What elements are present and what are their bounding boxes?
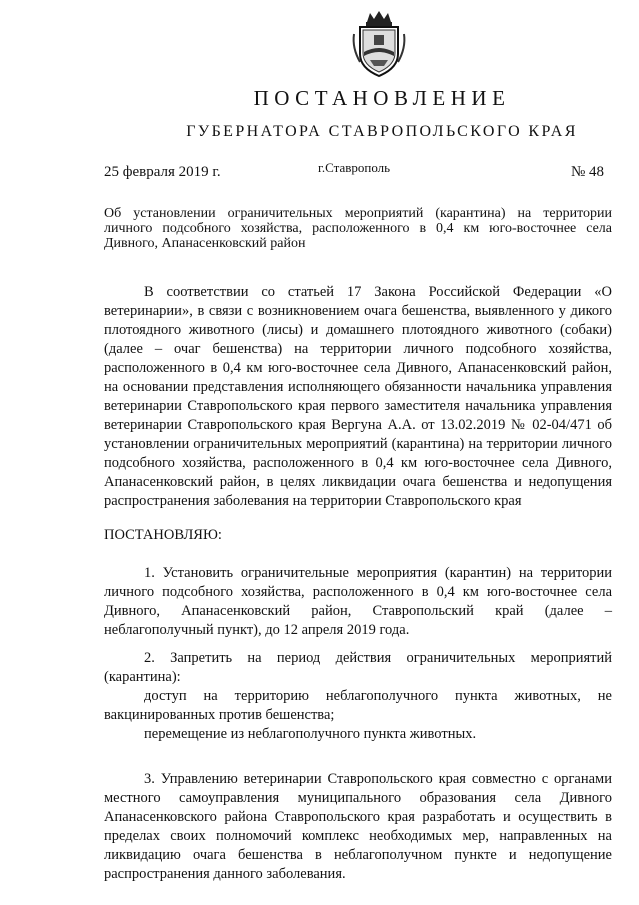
decree-section xyxy=(104,526,612,545)
coat-of-arms-emblem xyxy=(350,8,408,80)
document-issuer: ГУБЕРНАТОРА СТАВРОПОЛЬСКОГО КРАЯ xyxy=(186,123,578,140)
preamble-paragraph: В соответствии со статьей 17 Закона Российской Федерации «О ветеринарии», в связи с возникновением очага бешенства, выявленного у дикого плотоядного животного (лисы) и домашнего плотоядного животного (собаки) (далее – очаг бешенства) на территории личного подсобного хозяйства, расположенного в 0,4 км юго-восточнее села Дивного, Апанасенковский район, на основании представления исполняющего обязанности начальника управления ветеринарии Ставропольского края первого заместителя начальника управления ветеринарии Ставропольского края Вергуна А.А. от 13.02.2019 № 02-04/471 об установлении ограничительных мероприятий (карантина) на территории личного подсобного хозяйства, расположенного в 0,4 км юго-восточнее села Дивного, Апанасенковский район, в целях ликвидации очага бешенства и недопущения распространения заболевания на территории Ставропольского края xyxy=(104,284,612,509)
item-3-section xyxy=(104,770,612,884)
document-number: № 48 xyxy=(571,164,605,180)
item-2-point-b: перемещение из неблагополучного пункта животных. xyxy=(144,726,477,742)
document-subject: Об установлении ограничительных мероприятий (карантина) на территории личного подсобного хозяйства, расположенного в 0,4 км юго-восточнее села Дивного, Апанасенковский район xyxy=(104,206,612,251)
document-title: ПОСТАНОВЛЕНИЕ xyxy=(253,86,511,110)
item-2-intro: 2. Запретить на период действия ограничительных мероприятий (карантина): xyxy=(104,650,612,685)
item-2-point-a: доступ на территорию неблагополучного пункта животных, не вакцинированных против бешенства; xyxy=(104,688,612,723)
item-1-paragraph: 1. Установить ограничительные мероприятия (карантин) на территории личного подсобного хозяйства, расположенного в 0,4 км юго-восточнее села Дивного, Апанасенковский район, Ставропольский край (далее – неблагополучный пункт), до 12 апреля 2019 года. xyxy=(104,565,612,638)
item-2-section xyxy=(104,649,612,744)
preamble-section xyxy=(104,283,612,511)
decree-heading: ПОСТАНОВЛЯЮ: xyxy=(104,527,222,543)
document-date: 25 февраля 2019 г. xyxy=(104,164,221,180)
item-3-paragraph: 3. Управлению ветеринарии Ставропольского края совместно с органами местного самоуправления муниципального образования села Дивного Апанасенковского района Ставропольского края разработать и осуществить в пределах своих полномочий комплекс необходимых мер, направленных на ликвидацию очага бешенства в неблагополучном пункте и недопущение распространения данного заболевания. xyxy=(104,771,612,882)
document-city: г.Ставрополь xyxy=(318,160,391,175)
item-1-section xyxy=(104,564,612,640)
